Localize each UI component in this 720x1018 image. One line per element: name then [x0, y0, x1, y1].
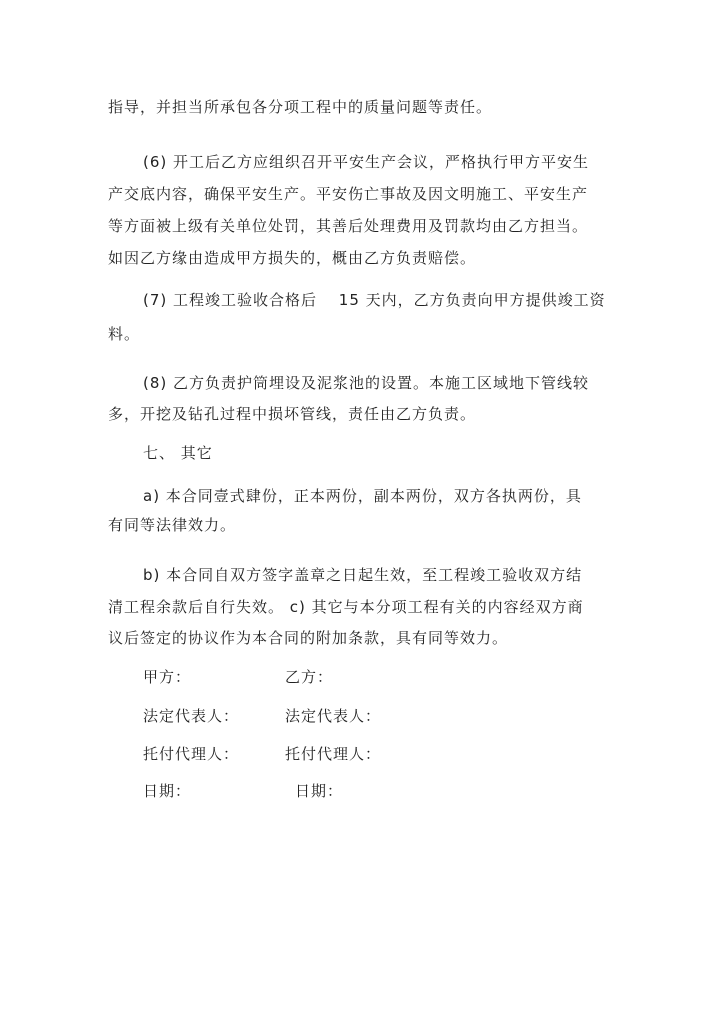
- clause-6-line-4: 如因乙方缘由造成甲方损失的，概由乙方负责赔偿。: [108, 249, 477, 267]
- party-a-label: 甲方：: [143, 668, 192, 686]
- clause-6-line-1: (6) 开工后乙方应组织召开平安生产会议，严格执行甲方平安生: [143, 153, 590, 171]
- item-b-line-2: 清工程余款后自行失效。 c) 其它与本分项工程有关的内容经双方商: [108, 598, 584, 616]
- party-b-label: 乙方：: [285, 668, 334, 686]
- legal-rep-a-label: 法定代表人：: [143, 707, 240, 725]
- agent-b-label: 托付代理人：: [285, 745, 382, 763]
- item-a-line-1: a) 本合同壹式肆份，正本两份，副本两份，双方各执两份，具: [143, 487, 582, 505]
- clause-7-line-2: 料。: [108, 325, 141, 343]
- clause-6-line-2: 产交底内容，确保平安生产。平安伤亡事故及因文明施工、平安生产: [108, 185, 589, 203]
- legal-rep-b-label: 法定代表人：: [285, 707, 382, 725]
- date-b-label: 日期：: [295, 782, 344, 800]
- clause-6-line-3: 等方面被上级有关单位处罚，其善后处理费用及罚款均由乙方担当。: [108, 217, 589, 235]
- text-line-1: 指导，并担当所承包各分项工程中的质量问题等责任。: [108, 98, 493, 116]
- section-heading-other: 七、 其它: [143, 444, 213, 462]
- clause-8-line-2: 多，开挖及钻孔过程中损坏管线，责任由乙方负责。: [108, 405, 477, 423]
- item-a-line-2: 有同等法律效力。: [108, 516, 237, 534]
- item-b-line-1: b) 本合同自双方签字盖章之日起生效，至工程竣工验收双方结: [143, 566, 583, 584]
- clause-7-line-1: (7) 工程竣工验收合格后 15 天内，乙方负责向甲方提供竣工资: [143, 291, 606, 309]
- date-a-label: 日期：: [143, 782, 192, 800]
- agent-a-label: 托付代理人：: [143, 745, 240, 763]
- item-b-line-3: 议后签定的协议作为本合同的附加条款，具有同等效力。: [108, 629, 509, 647]
- clause-8-line-1: (8) 乙方负责护筒埋设及泥浆池的设置。本施工区域地下管线较: [143, 374, 590, 392]
